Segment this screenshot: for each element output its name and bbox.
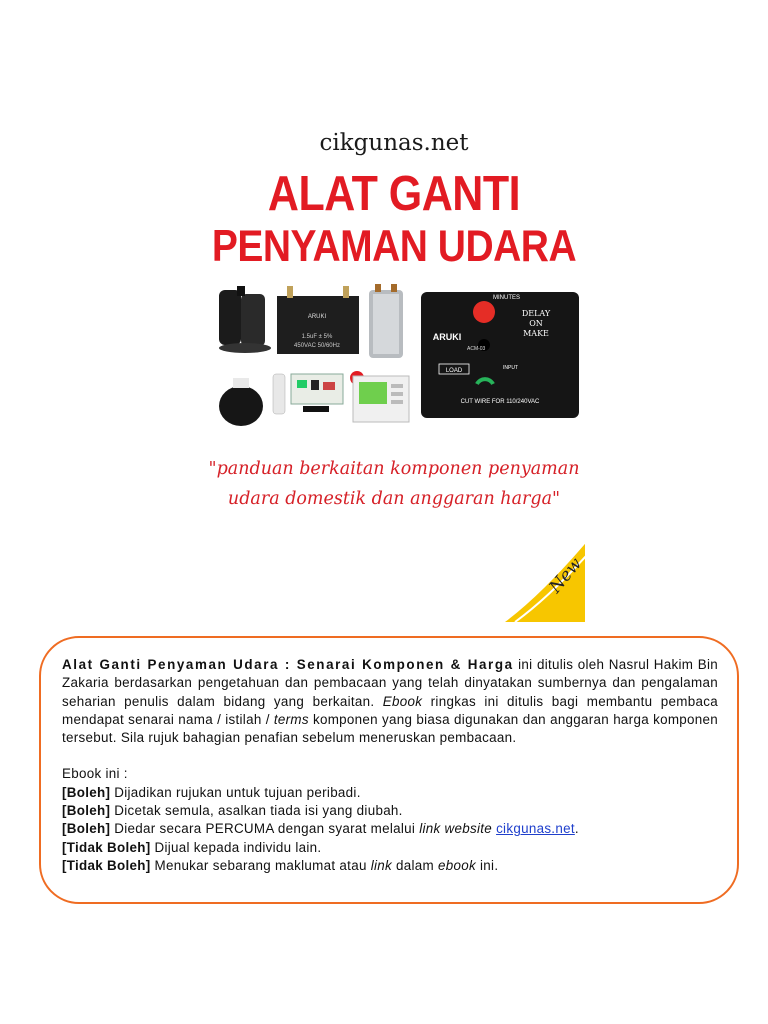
product-photos (211, 282, 581, 432)
list-item (62, 857, 718, 875)
item-text: Diedar secara PERCUMA dengan syarat melalui (110, 821, 420, 837)
delay-timer-image (421, 292, 579, 418)
timer-delay-1: DELAY (521, 309, 551, 318)
item-tag: [Tidak Boleh] (62, 857, 151, 873)
item-tag: [Boleh] (62, 784, 111, 800)
item-tag: [Boleh] (62, 803, 111, 819)
intro-ebook: Ebook (382, 693, 423, 709)
tagline-line1: "panduan berkaitan komponen penyaman (208, 459, 580, 479)
list-item (62, 839, 718, 857)
compressor-image (219, 286, 271, 353)
intro-text-1: ini ditulis oleh Nasrul Hakim Bin Zakaria berdasarkan pengetahuan dan pembacaan yang telah dinyatakan sumbernya dan pengalaman seharian penulis dalam bidang yang berkaitan. (62, 657, 718, 709)
item-text-2: dalam (392, 857, 439, 873)
site-name: cikgunas.net (319, 130, 469, 156)
intro-title: Alat Ganti Penyaman Udara : Senarai Komponen & Harga (62, 657, 514, 672)
overload-protector-image (219, 378, 263, 426)
timer-load: LOAD (445, 368, 463, 374)
item-text: Dicetak semula, asalkan tiada isi yang diubah. (110, 803, 403, 819)
can-capacitor-image (369, 284, 403, 358)
item-text: Dijual kepada individu lain. (150, 839, 322, 855)
item-em: link website (419, 821, 493, 837)
new-ribbon (505, 532, 585, 622)
cikgunas-link[interactable]: cikgunas.net (496, 821, 575, 837)
tagline-line2: udara domestik dan anggaran harga" (227, 489, 561, 509)
item-after: ini. (476, 857, 499, 873)
spacer (62, 747, 718, 765)
timer-input: INPUT (503, 365, 518, 371)
item-tag: [Boleh] (62, 821, 111, 837)
info-text (62, 656, 718, 875)
pcb-board-image (291, 374, 343, 412)
cover-tagline (203, 454, 585, 514)
intro-paragraph (62, 656, 718, 747)
item-text: Dijadikan rujukan untuk tujuan peribadi. (110, 784, 361, 800)
run-capacitor-image (277, 286, 359, 354)
timer-delay-2: ON (529, 319, 543, 328)
capacitor-spec2: 450VAC 50/60Hz (294, 343, 340, 349)
thermostat-image (353, 376, 409, 422)
capacitor-brand: ARUKI (307, 314, 327, 320)
ebook-cover (203, 112, 585, 622)
remote-control-image (273, 374, 285, 414)
item-tag: [Tidak Boleh] (62, 839, 151, 855)
list-item (62, 802, 718, 820)
intro-text-3: komponen yang biasa digunakan dan anggaran harga komponen tersebut. Sila rujuk bahagian penafian sebelum meneruskan pembacaan. (62, 711, 719, 746)
cover-title-line2: PENYAMAN UDARA (211, 221, 577, 272)
timer-brand: ARUKI (432, 332, 462, 342)
item-em-2: ebook (438, 857, 477, 873)
timer-delay-3: MAKE (523, 329, 549, 338)
list-item (62, 784, 718, 802)
intro-terms: terms (273, 711, 309, 727)
list-item (62, 820, 718, 838)
capacitor-spec1: 1.5uF ± 5% (301, 334, 333, 340)
cover-title-line1: ALAT GANTI (267, 166, 521, 222)
intro-text-2: ringkas ini ditulis bagi membantu pembaca mendapat senarai nama / istilah / (62, 693, 718, 727)
item-em: link (370, 857, 393, 873)
timer-minutes: MINUTES (493, 295, 520, 301)
timer-model: ACM-03 (467, 346, 486, 352)
timer-cut-wire: CUT WIRE FOR 110/240VAC (460, 399, 540, 405)
new-badge-text: New (545, 554, 587, 598)
item-after: . (574, 821, 579, 837)
ebook-heading: Ebook ini : (62, 766, 128, 782)
item-text: Menukar sebarang maklumat atau (150, 857, 371, 873)
